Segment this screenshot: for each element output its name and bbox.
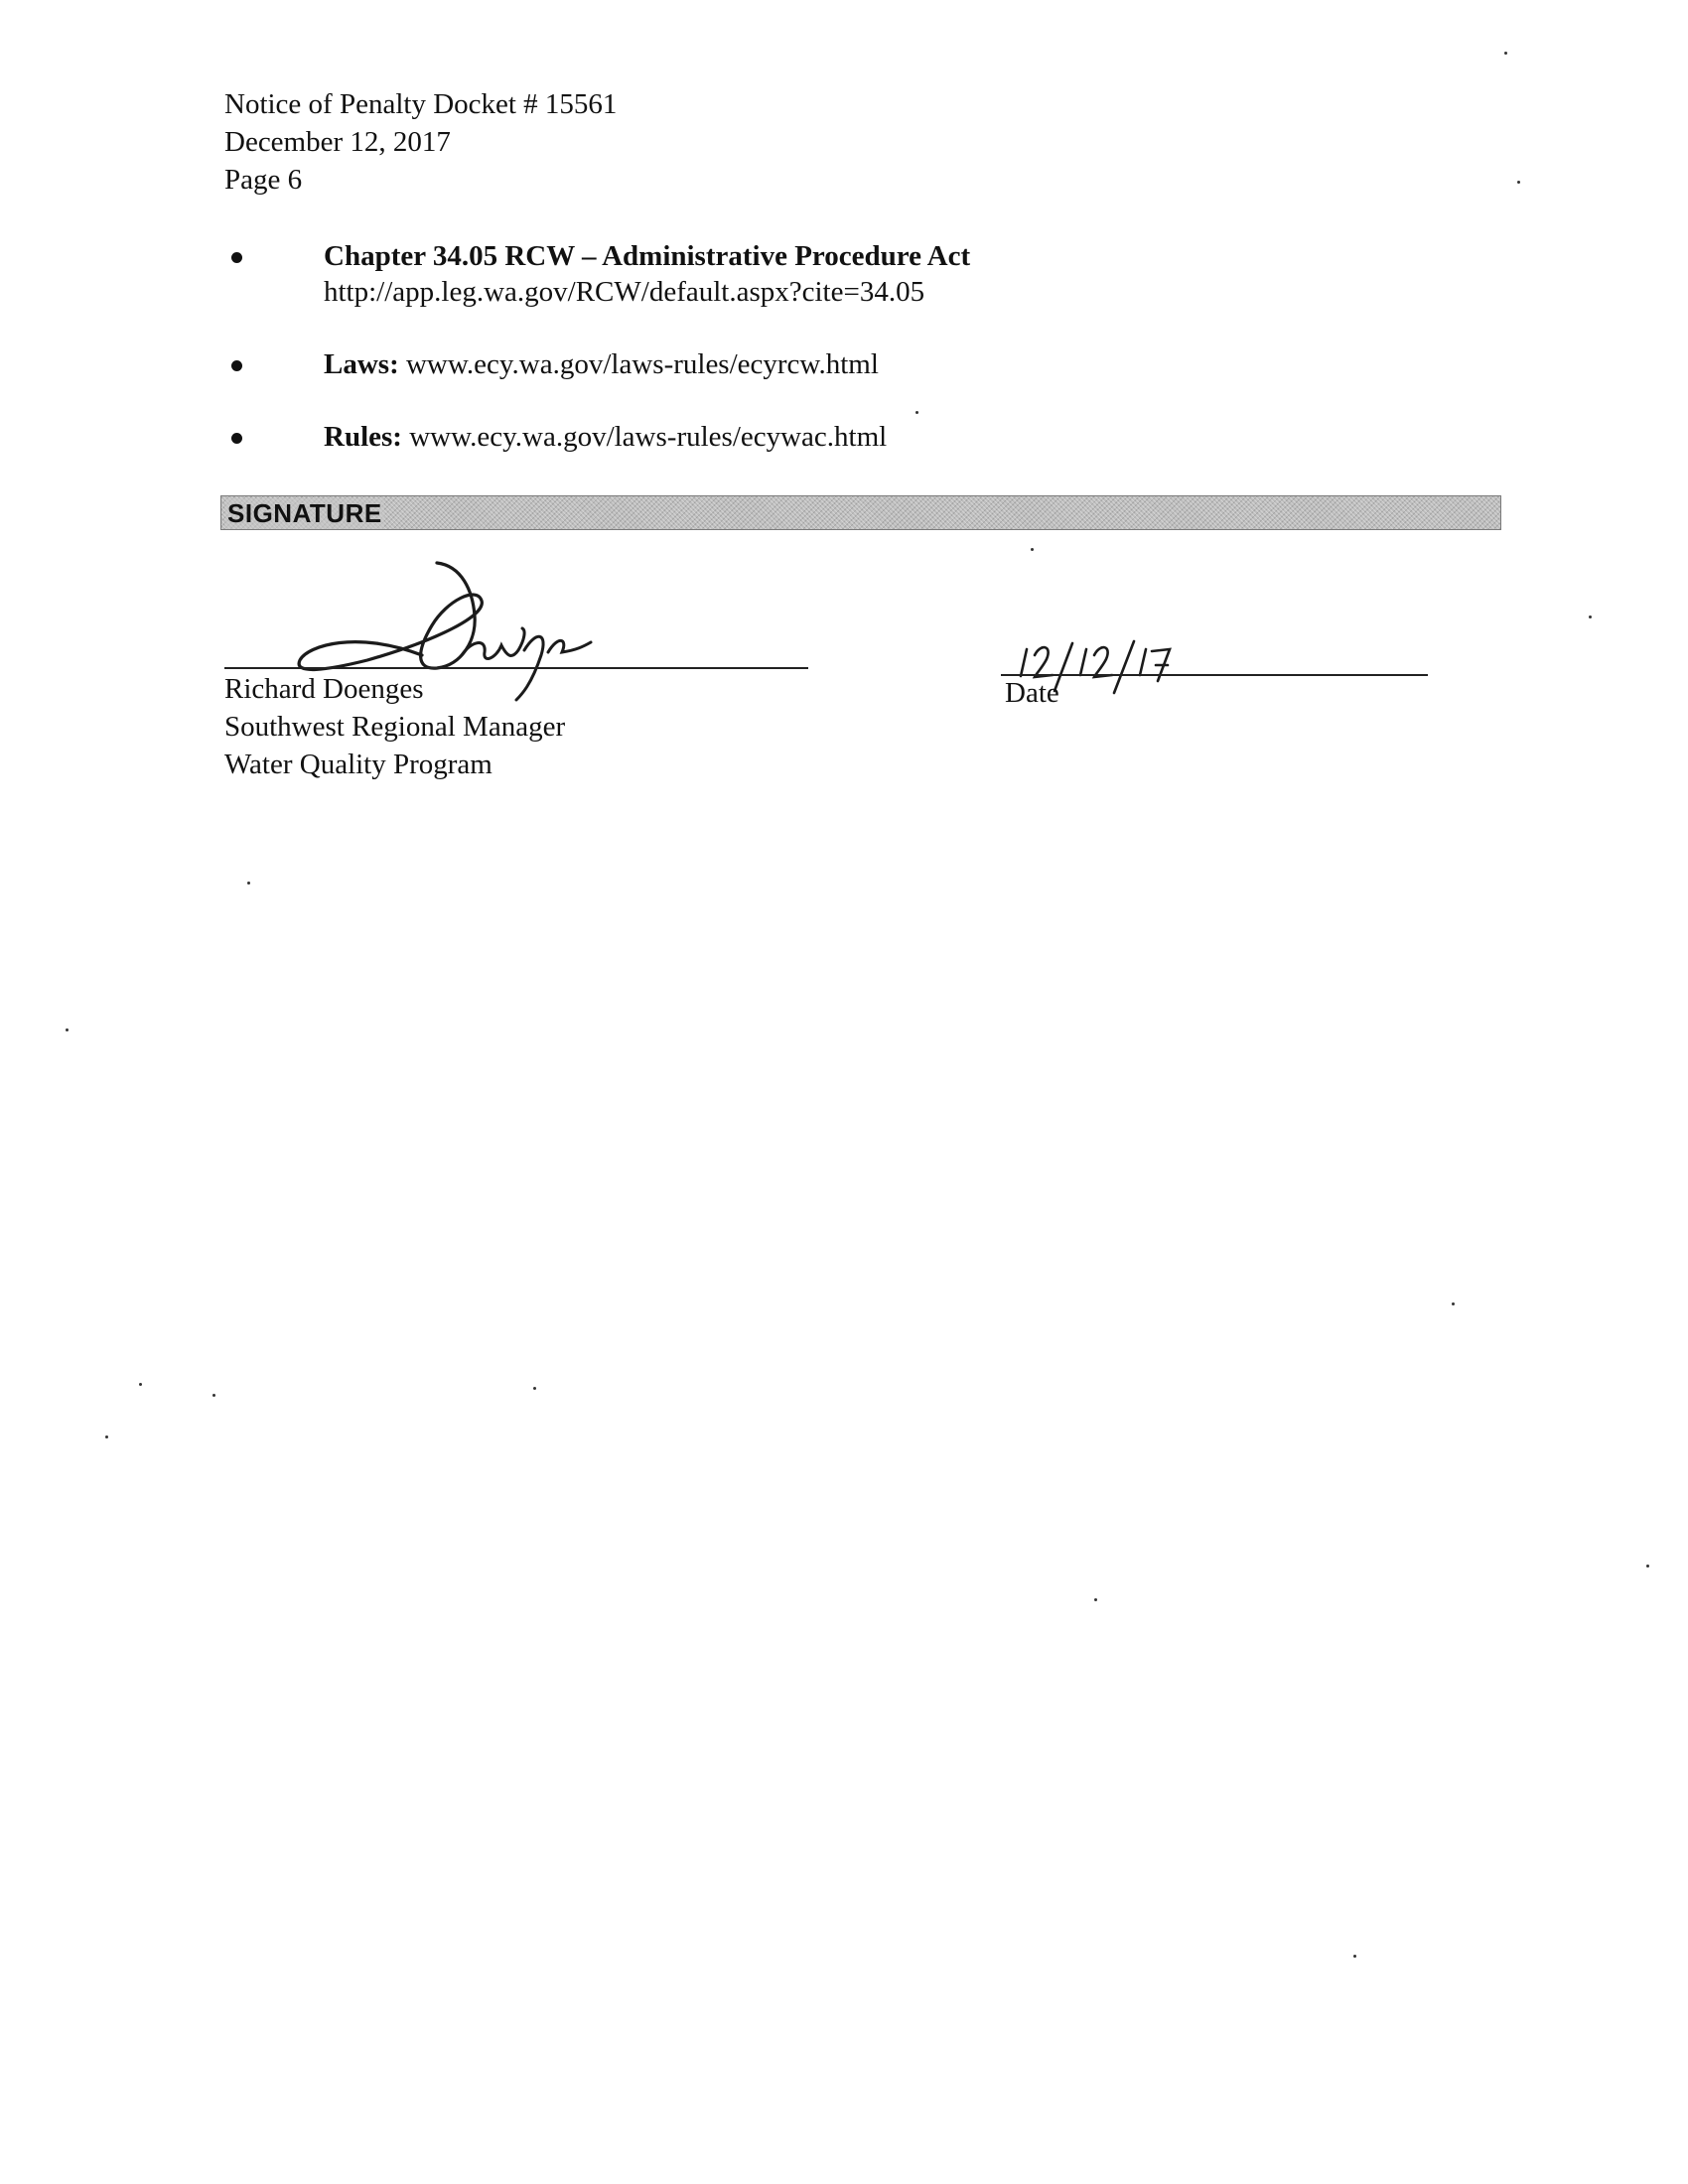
reference-label: Laws:	[324, 348, 399, 380]
reference-item-rules	[224, 419, 1515, 455]
bullet-icon	[231, 252, 242, 263]
scan-speck	[1504, 52, 1507, 55]
reference-list	[224, 238, 1515, 491]
reference-item-laws	[224, 346, 1515, 382]
date-line-rule	[1001, 674, 1428, 676]
reference-url: www.ecy.wa.gov/laws-rules/ecywac.html	[409, 421, 888, 453]
reference-url: www.ecy.wa.gov/laws-rules/ecyrcw.html	[405, 348, 879, 380]
docket-line: Notice of Penalty Docket # 15561	[224, 88, 618, 120]
scan-speck	[139, 1383, 142, 1386]
scan-speck	[915, 411, 918, 414]
scan-speck	[212, 1394, 215, 1397]
signature-line	[224, 667, 808, 669]
scan-speck	[66, 1028, 69, 1031]
reference-title: Chapter 34.05 RCW – Administrative Procedure Act	[324, 240, 971, 272]
signer-name: Richard Doenges	[224, 673, 424, 705]
scan-speck	[533, 1387, 536, 1390]
bullet-icon	[231, 360, 242, 371]
date-line: December 12, 2017	[224, 126, 451, 158]
page-number: Page 6	[224, 164, 303, 196]
scan-speck	[1452, 1302, 1455, 1305]
scan-speck	[247, 882, 250, 885]
signer-title: Southwest Regional Manager	[224, 711, 566, 743]
reference-url: http://app.leg.wa.gov/RCW/default.aspx?cite=34.05	[324, 276, 925, 308]
scan-speck	[1031, 548, 1034, 551]
scan-speck	[1353, 1955, 1356, 1958]
scan-speck	[1646, 1565, 1649, 1568]
signer-block	[224, 670, 565, 783]
signature-heading: SIGNATURE	[227, 498, 382, 528]
scan-speck	[1589, 615, 1592, 618]
signature-section-bar	[220, 495, 1501, 530]
scan-speck	[105, 1435, 108, 1438]
date-label: Date	[1005, 677, 1059, 709]
reference-label: Rules:	[324, 421, 402, 453]
scan-speck	[1094, 1598, 1097, 1601]
scan-speck	[1517, 181, 1520, 184]
bullet-icon	[231, 433, 242, 444]
reference-item-apa	[224, 238, 1515, 310]
signer-program: Water Quality Program	[224, 749, 492, 780]
page-header	[224, 85, 617, 199]
